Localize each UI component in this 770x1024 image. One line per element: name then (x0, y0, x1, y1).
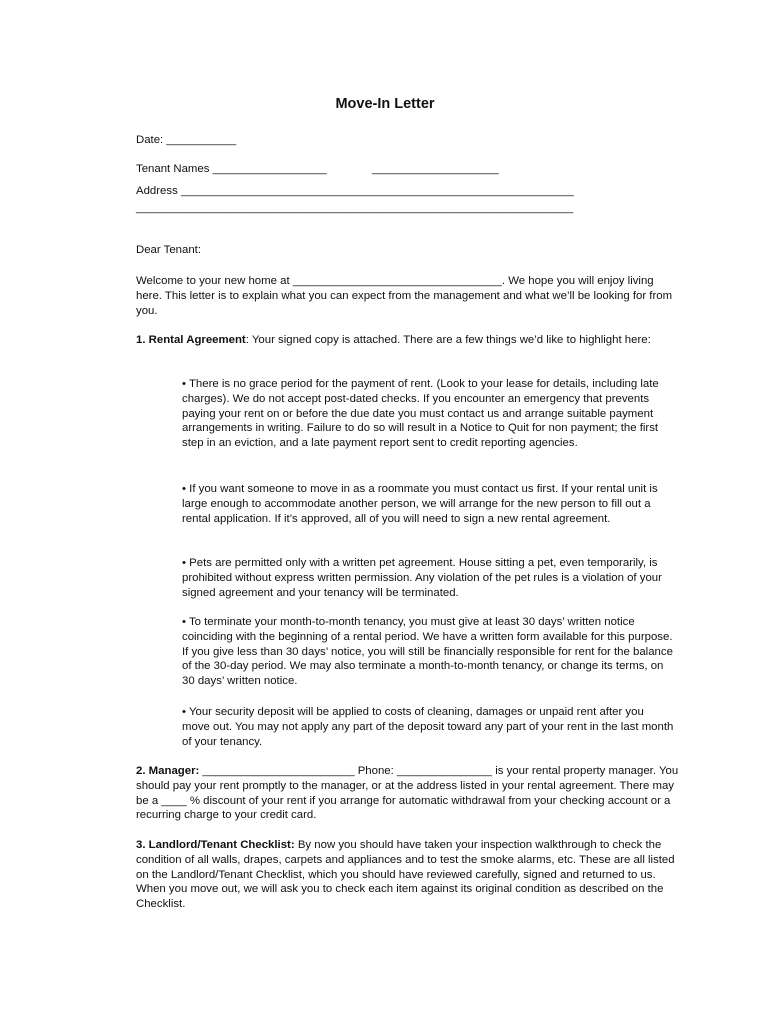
discount-blank[interactable]: ____ (161, 794, 187, 807)
tenant-name-blank-2[interactable]: ____________________ (372, 163, 499, 175)
tenant-names-label: Tenant Names (136, 163, 210, 175)
date-blank[interactable]: ___________ (166, 134, 237, 146)
address-line (136, 184, 574, 199)
manager-section: 2. Manager: ________________________ Phone: _______________ is your rental property manager. You should pay your rent promptly to the manager, or at the address listed in your rental agreement. There may be a ____ % discount of your rent if you arrange for automatic withdrawal from your checking account or a recurring charge to your credit card. (136, 765, 679, 822)
salutation: Dear Tenant: (136, 244, 202, 256)
date-line (136, 133, 236, 148)
tenant-name-blank-1[interactable]: __________________ (212, 163, 327, 175)
date-label: Date: (136, 134, 164, 146)
address-blank-2[interactable]: _____________________________________________________________________ (136, 202, 574, 214)
bullet-pets: • Pets are permitted only with a written pet agreement. House sitting a pet, even temporarily, is prohibited without express written permission. Any violation of the pet rules is a violation of your signed agreement and your tenancy will be terminated. (182, 557, 662, 599)
rental-agreement-section: 1. Rental Agreement: Your signed copy is attached. There are a few things we’d like to highlight here: (136, 334, 651, 346)
bullet-termination: • To terminate your month-to-month tenancy, you must give at least 30 days’ written notice coinciding with the beginning of a rental period. We have a written form available for this purpose. If you give less than 30 days’ notice, you will still be financially responsible for rent for the balance of the 30-day period. We may also terminate a month-to-month tenancy, or change its terms, on 30 days’ written notice. (182, 616, 673, 688)
checklist-heading: 3. Landlord/Tenant Checklist: (136, 839, 295, 851)
manager-heading: 2. Manager: (136, 765, 200, 777)
rental-agreement-heading: 1. Rental Agreement (136, 334, 246, 346)
phone-blank[interactable]: _______________ (396, 765, 493, 777)
phone-label: Phone: (357, 765, 394, 777)
welcome-paragraph: Welcome to your new home at _________________________________. We hope you will enjoy living here. This letter is to explain what you can expect from the management and what we’ll be looking for from you. (136, 275, 673, 317)
bullet-roommate: • If you want someone to move in as a roommate you must contact us first. If your rental unit is large enough to accommodate another person, we will arrange for the new person to fill out a rental application. If it’s approved, all of you will need to sign a new rental agreement. (182, 483, 658, 525)
tenant-names-line (136, 162, 327, 177)
property-address-blank[interactable]: _________________________________ (292, 275, 502, 287)
bullet-grace-period: • There is no grace period for the payment of rent. (Look to your lease for details, including late charges). We do not accept post-dated checks. If you encounter an emergency that prevents paying your rent on or before the due date you must contact us and arrange suitable payment arrangements in writing. Failure to do so will result in a Notice to Quit for non payment; the first step in an eviction, and a late payment report sent to credit reporting agencies. (182, 378, 659, 450)
page-title: Move-In Letter (335, 96, 435, 112)
bullet-security-deposit: • Your security deposit will be applied to costs of cleaning, damages or unpaid rent after you move out. You may not apply any part of the deposit toward any part of your rent in the last month of your tenancy. (182, 706, 674, 748)
address-label: Address (136, 185, 178, 197)
checklist-section: 3. Landlord/Tenant Checklist: By now you should have taken your inspection walkthrough to check the condition of all walls, drapes, carpets and appliances and to test the smoke alarms, etc. These are all listed on the Landlord/Tenant Checklist, which you should have reviewed carefully, signed and returned to us. When you move out, we will ask you to check each item against its original condition as described on the Checklist. (136, 839, 675, 911)
address-blank-1[interactable]: ______________________________________________________________ (180, 185, 574, 197)
manager-name-blank[interactable]: ________________________ (202, 765, 355, 777)
